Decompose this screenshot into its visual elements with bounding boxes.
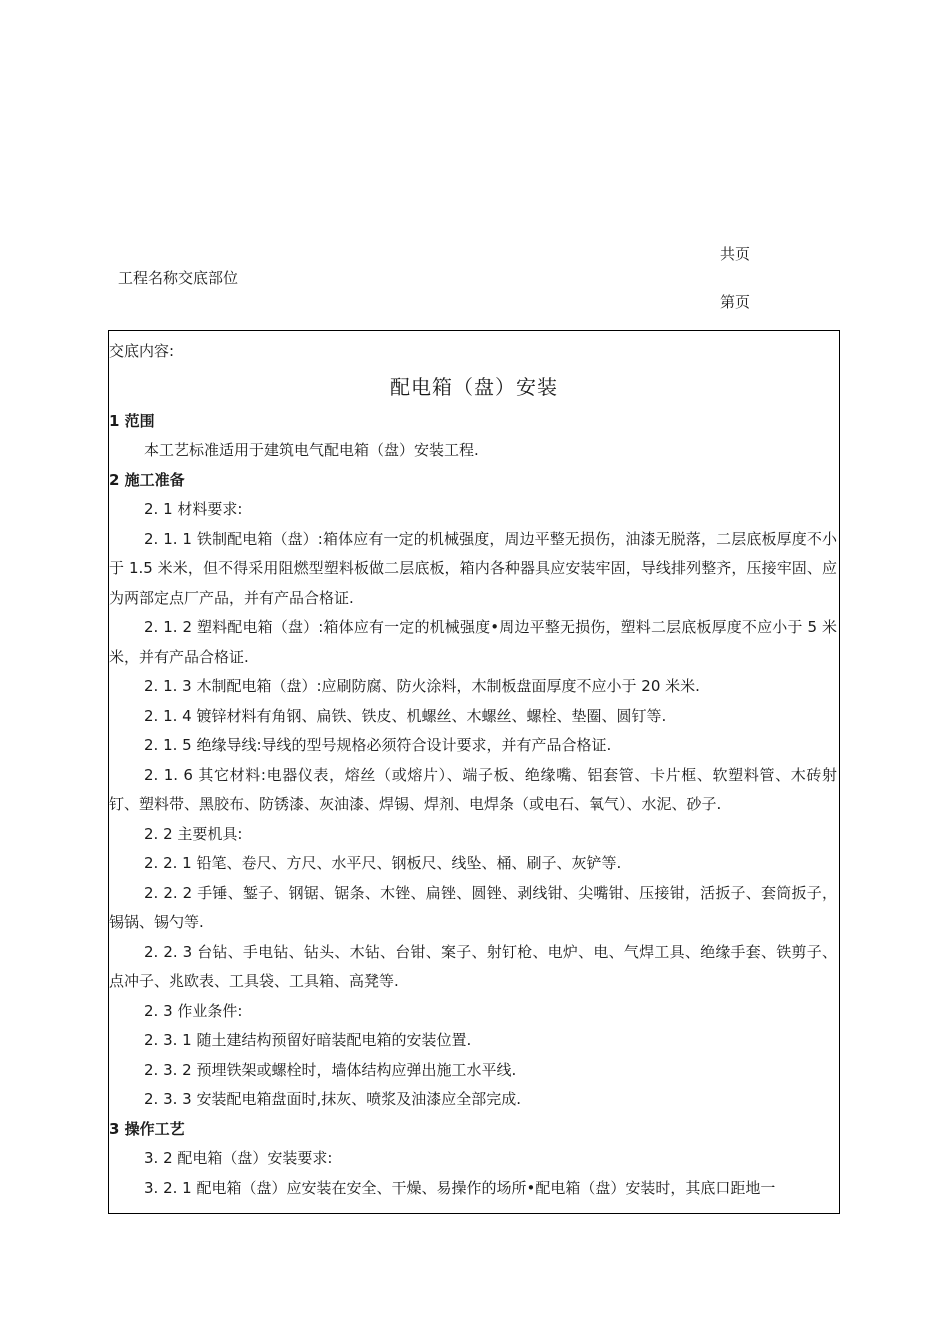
paragraph: 2. 1. 3 木制配电箱（盘）:应刷防腐、防火涂料，木制板盘面厚度不应小于 20 米米. <box>144 677 700 695</box>
paragraph: 2. 2. 2 手锤、錾子、钢锯、锯条、木锉、扁锉、圆锉、剥线钳、尖嘴钳、压接钳，活扳子、套筒扳子，锡锅、锡勺等. <box>109 883 837 931</box>
paragraph: 3. 2. 1 配电箱（盘）应安装在安全、干燥、易操作的场所•配电箱（盘）安装时，其底口距地一 <box>144 1178 776 1197</box>
content-label: 交底内容: <box>109 342 175 360</box>
paragraph: 3. 2 配电箱（盘）安装要求: <box>144 1149 333 1167</box>
paragraph: 2. 1. 1 铁制配电箱（盘）:箱体应有一定的机械强度，周边平整无损伤，油漆无脱落，二层底板厚度不小于 1.5 米米，但不得采用阻燃型塑料板做二层底板，箱内各种器具应安装牢固，导线排列整齐，压接牢固、应为两部定点厂产品，并有产品合格证. <box>109 529 837 607</box>
paragraph: 2. 2. 3 台钻、手电钻、钻头、木钻、台钳、案子、射钉枪、电炉、电、气焊工具、绝缘手套、铁剪子、点冲子、兆欧表、工具袋、工具箱、高凳等. <box>109 942 837 990</box>
paragraph: 2. 1. 4 镀锌材料有角钢、扁铁、铁皮、机螺丝、木螺丝、螺栓、垫圈、圆钉等. <box>144 706 667 725</box>
content-body <box>109 331 839 1203</box>
paragraph: 2. 3. 1 随土建结构预留好暗装配电箱的安装位置. <box>144 1031 472 1049</box>
total-pages-label: 共页 <box>720 245 751 263</box>
paragraph: 本工艺标准适用于建筑电气配电箱（盘）安装工程. <box>144 441 479 459</box>
paragraph: 2. 3. 3 安装配电箱盘面时,抹灰、喷浆及油漆应全部完成. <box>144 1090 522 1108</box>
project-info-label: 工程名称交底部位 <box>118 269 239 287</box>
document-title: 配电箱（盘）安装 <box>390 374 558 399</box>
page-number-label: 第页 <box>720 293 751 311</box>
paragraph: 2. 1. 5 绝缘导线:导线的型号规格必须符合设计要求，并有产品合格证. <box>144 736 612 754</box>
content-table <box>108 330 840 1214</box>
paragraph: 2. 2. 1 铅笔、卷尺、方尺、水平尺、钢板尺、线坠、桶、刷子、灰铲等. <box>144 854 622 872</box>
section-heading-process: 3 操作工艺 <box>109 1119 185 1138</box>
paragraph: 2. 2 主要机具: <box>144 824 243 843</box>
paragraph: 2. 1. 6 其它材料:电器仪表，熔丝（或熔片）、端子板、绝缘嘴、铝套管、卡片框、软塑料管、木砖射钉、塑料带、黑胶布、防锈漆、灰油漆、焊锡、焊剂、电焊条（或电石、氧气）、水泥、砂子. <box>109 765 837 813</box>
paragraph: 2. 3 作业条件: <box>144 1001 243 1020</box>
paragraph: 2. 1. 2 塑料配电箱（盘）:箱体应有一定的机械强度•周边平整无损伤，塑料二层底板厚度不应小于 5 米米，并有产品合格证. <box>109 618 837 666</box>
paragraph: 2. 1 材料要求: <box>144 500 243 518</box>
section-heading-preparation: 2 施工准备 <box>109 470 185 489</box>
section-heading-scope: 1 范围 <box>109 411 155 430</box>
paragraph: 2. 3. 2 预埋铁架或螺栓时，墙体结构应弹出施工水平线. <box>144 1060 517 1079</box>
